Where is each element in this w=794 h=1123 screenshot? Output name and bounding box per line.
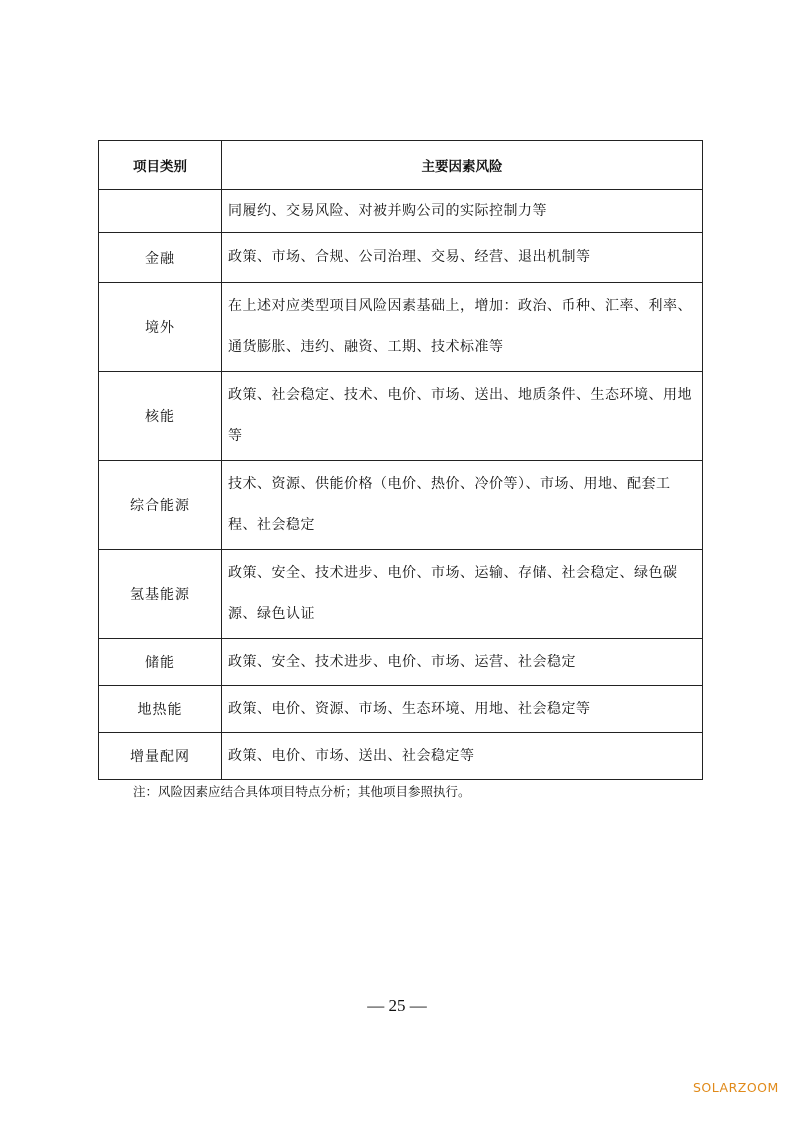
row-category: 核能 (99, 372, 222, 461)
table-row (99, 372, 703, 461)
table-row (99, 283, 703, 372)
page-number: — 25 — (367, 996, 427, 1015)
row-category: 综合能源 (99, 461, 222, 550)
row-category: 储能 (99, 639, 222, 686)
row-category: 金融 (99, 233, 222, 283)
table-row (99, 733, 703, 780)
row-risk: 政策、市场、合规、公司治理、交易、经营、退出机制等 (222, 233, 703, 283)
table-row (99, 461, 703, 550)
row-risk: 在上述对应类型项目风险因素基础上，增加：政治、币种、汇率、利率、通货膨胀、违约、融资、工期、技术标准等 (222, 283, 703, 372)
table-row (99, 639, 703, 686)
table-row (99, 190, 703, 233)
risk-factor-table (98, 140, 703, 780)
row-risk: 技术、资源、供能价格（电价、热价、冷价等）、市场、用地、配套工程、社会稳定 (222, 461, 703, 550)
row-risk: 同履约、交易风险、对被并购公司的实际控制力等 (222, 190, 703, 233)
row-risk: 政策、安全、技术进步、电价、市场、运营、社会稳定 (222, 639, 703, 686)
row-category: 境外 (99, 283, 222, 372)
row-category: 增量配网 (99, 733, 222, 780)
row-category: 氢基能源 (99, 550, 222, 639)
table-row (99, 686, 703, 733)
row-category: 地热能 (99, 686, 222, 733)
header-risk: 主要因素风险 (222, 141, 703, 190)
row-category (99, 190, 222, 233)
row-risk: 政策、安全、技术进步、电价、市场、运输、存储、社会稳定、绿色碳源、绿色认证 (222, 550, 703, 639)
table-header-row (99, 141, 703, 190)
header-category: 项目类别 (99, 141, 222, 190)
row-risk: 政策、社会稳定、技术、电价、市场、送出、地质条件、生态环境、用地等 (222, 372, 703, 461)
watermark-logo: SOLARZOOM (693, 1080, 779, 1095)
table-row (99, 550, 703, 639)
row-risk: 政策、电价、市场、送出、社会稳定等 (222, 733, 703, 780)
row-risk: 政策、电价、资源、市场、生态环境、用地、社会稳定等 (222, 686, 703, 733)
table-note: 注：风险因素应结合具体项目特点分析；其他项目参照执行。 (133, 784, 471, 799)
table-row (99, 233, 703, 283)
